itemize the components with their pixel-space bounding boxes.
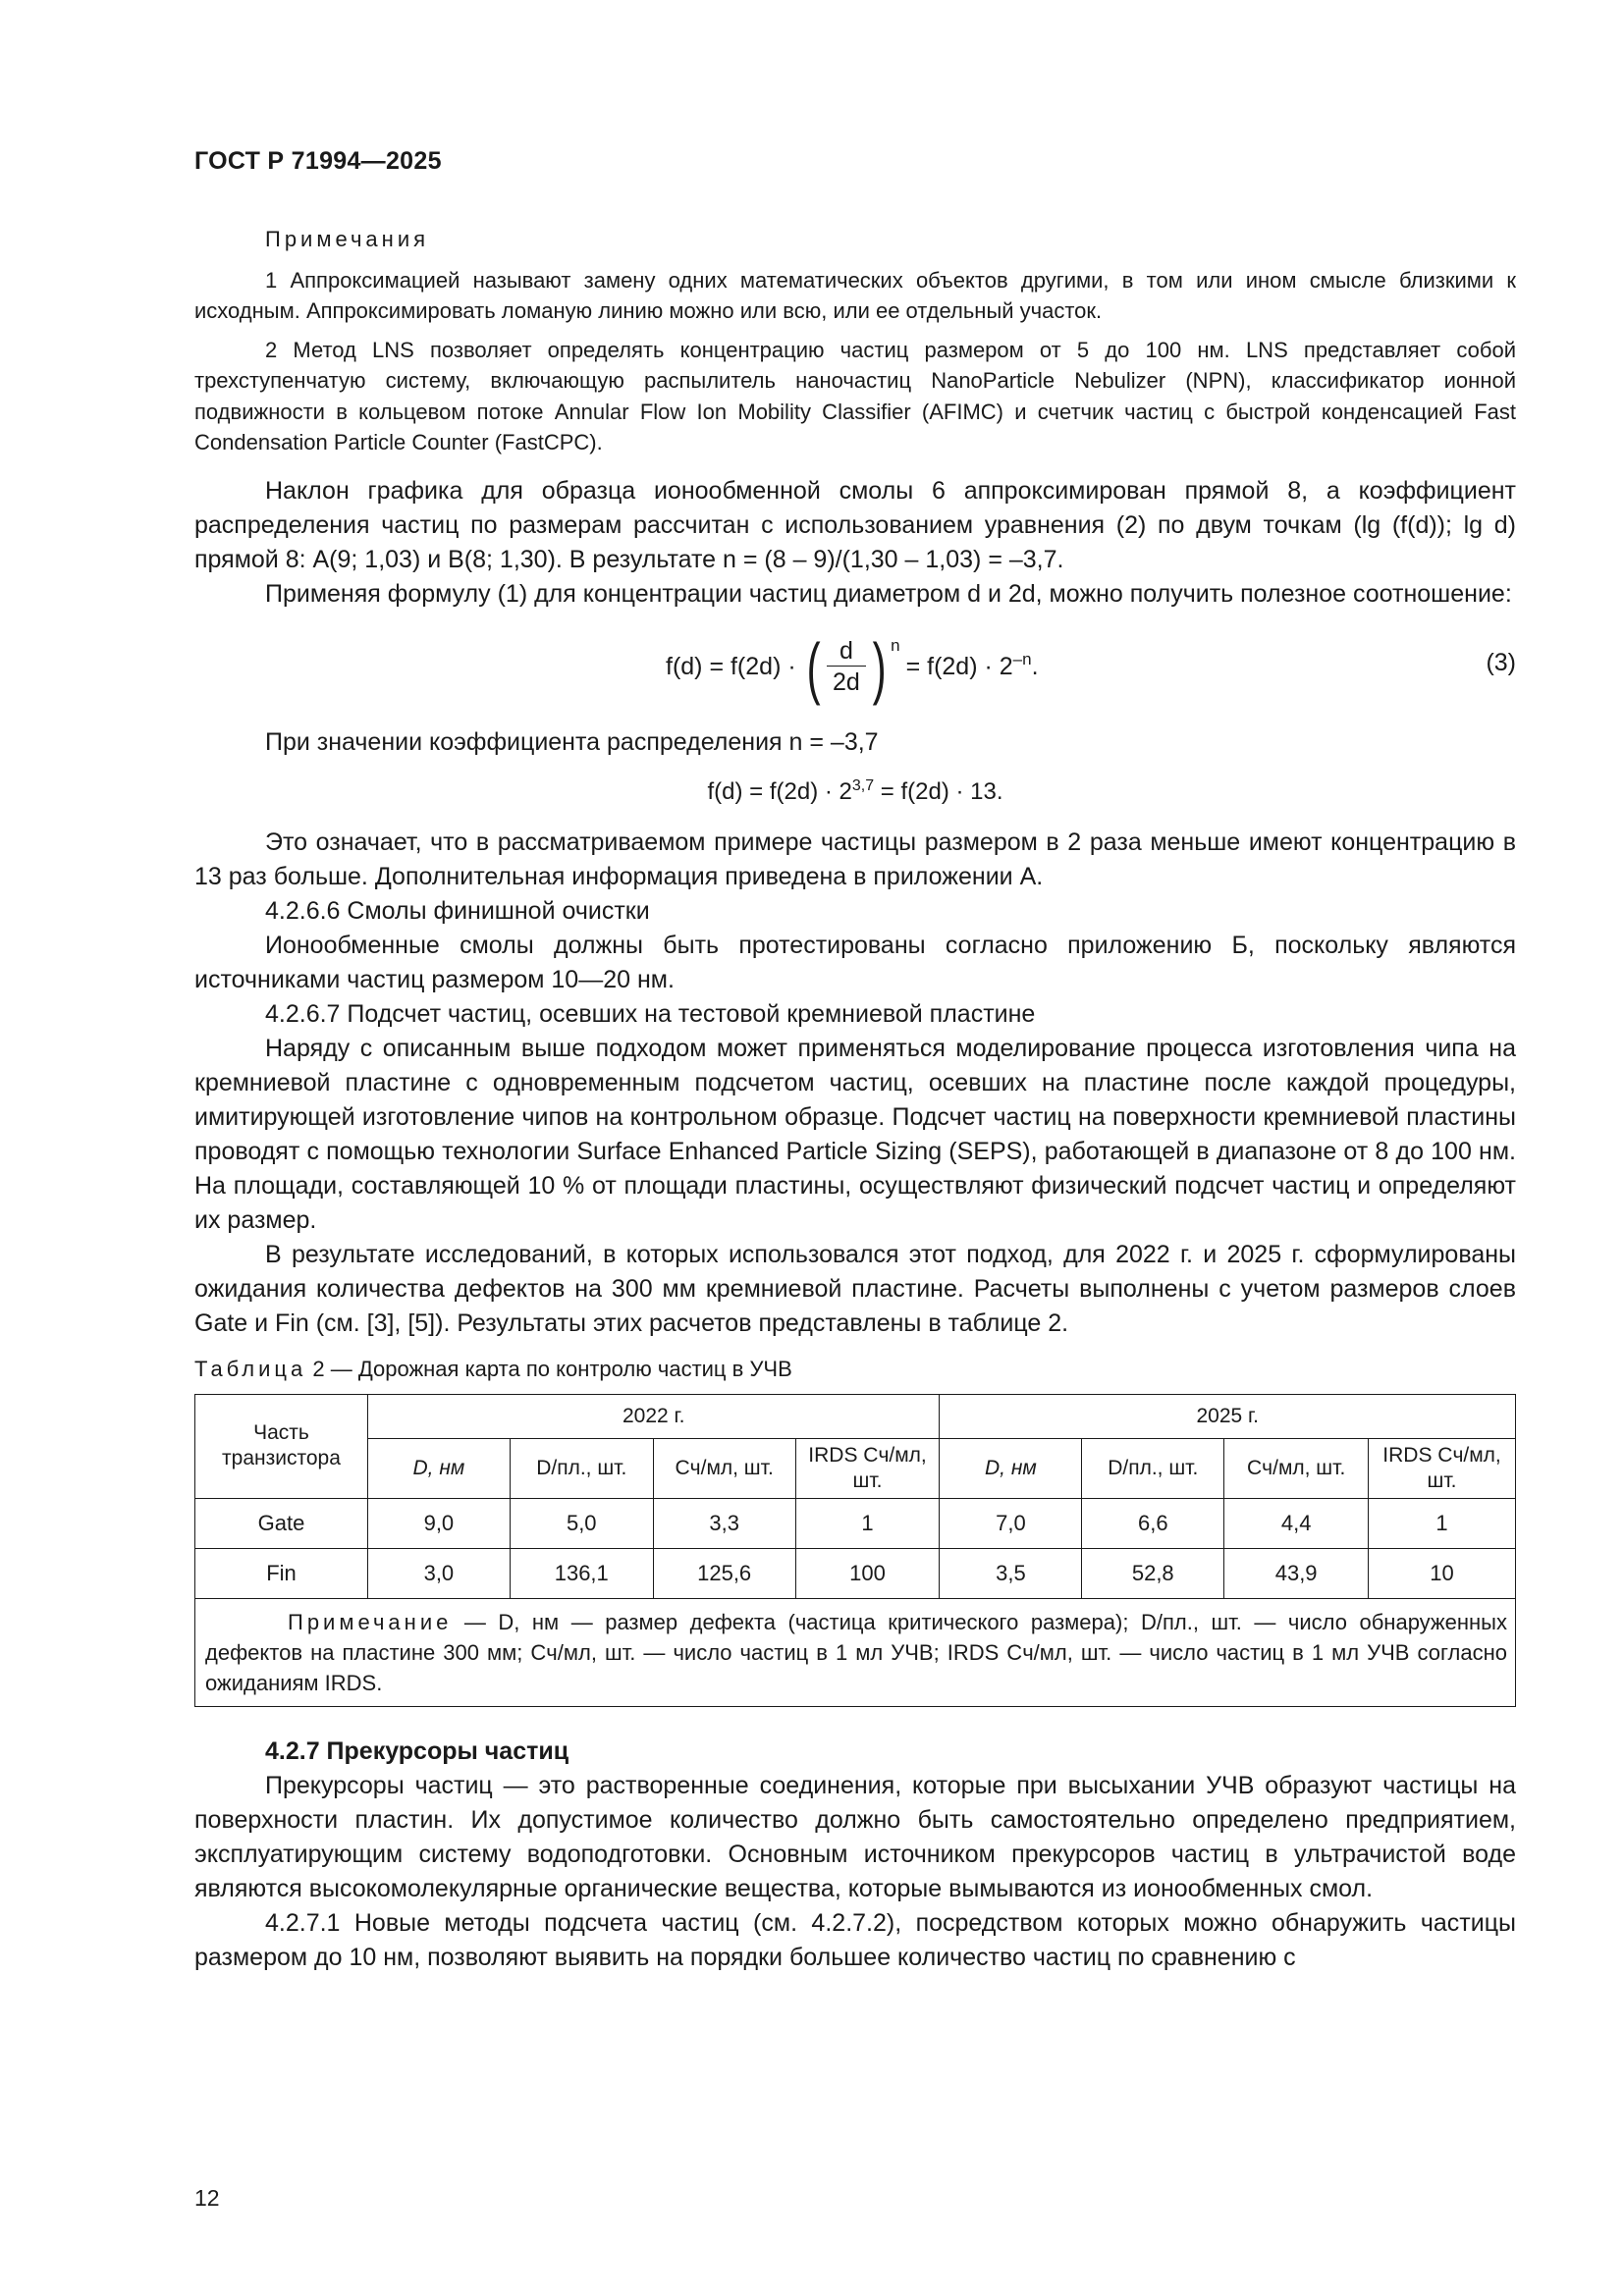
table-cell: 125,6 — [653, 1548, 795, 1598]
standard-code-header: ГОСТ Р 71994—2025 — [194, 147, 442, 175]
formula-3-rhs: = f(2d) · 2 — [905, 653, 1013, 680]
paragraph-resins: Ионообменные смолы должны быть протестированы согласно приложению Б, поскольку являются источниками частиц размером 10—20 нм. — [194, 931, 1516, 993]
page-number: 12 — [194, 2185, 220, 2211]
header-col: Cч/мл, шт. — [1224, 1438, 1369, 1498]
formula-3-number: (3) — [1486, 648, 1516, 676]
formula-3-denominator: 2d — [827, 666, 866, 698]
paragraph-slope: Наклон графика для образца ионообменной смолы 6 аппроксимирован прямой 8, а коэффициент распределения частиц по размерам рассчитан с использованием уравнения (2) по двум точкам (lg (f(d)); lg d) прямой 8: A(9; 1,03) и B(8; 1,30). В результате n = (8 – 9)/(1,30 – 1,03) = –3,7. — [194, 476, 1516, 573]
note-1: 1 Аппроксимацией называют замену одних математических объектов другими, в том или ином смысле близкими к исходным. Аппроксимировать ломаную линию можно или всю, или ее отдельный участок. — [194, 267, 1516, 323]
paragraph-seps: Наряду с описанным выше подходом может применяться моделирование процесса изготовления чипа на кремниевой пластине с одновременным подсчетом частиц, осевших на пластине после каждой процедуры, имитирующей изготовление чипов на контрольном образце. Подсчет частиц на поверхности кремниевой пластины проводят с помощью технологии Surface Enhanced Particle Sizing (SEPS), работающей в диапазоне от 8 до 100 нм. На площади, составляющей 10 % от площади пластины, осуществляют физический подсчет частиц и определяют их размер. — [194, 1034, 1516, 1234]
table-caption-word: Таблица — [194, 1356, 307, 1381]
table-cell: 9,0 — [367, 1498, 510, 1548]
header-col: IRDS Cч/мл, шт. — [1369, 1438, 1516, 1498]
table-cell: 3,3 — [653, 1498, 795, 1548]
table-caption-text: 2 — Дорожная карта по контролю частиц в УЧВ — [306, 1356, 792, 1381]
paragraph-results: В результате исследований, в которых использовался этот подход, для 2022 г. и 2025 г. сформулированы ожидания количества дефектов на 300 мм кремниевой пластине. Расчеты выполнены с учетом размеров слоев Gate и Fin (см. [3], [5]). Результаты этих расчетов представлены в таблице 2. — [194, 1240, 1516, 1337]
formula-4-right: = f(2d) · 13. — [874, 777, 1003, 805]
header-col: IRDS Cч/мл, шт. — [795, 1438, 940, 1498]
formula-3-end: . — [1031, 653, 1039, 680]
header-year-2025: 2025 г. — [940, 1394, 1516, 1438]
row-name: Fin — [195, 1548, 368, 1598]
formula-3-numerator: d — [839, 637, 853, 665]
formula-4 — [194, 777, 1516, 806]
table-cell: 4,4 — [1224, 1498, 1369, 1548]
table-cell: 5,0 — [510, 1498, 653, 1548]
table-cell: 10 — [1369, 1548, 1516, 1598]
table-cell: 7,0 — [940, 1498, 1082, 1548]
table-note-text: — D, нм — размер дефекта (частица критического размера); D/пл., шт. — число обнаруженных дефектов на пластине 300 мм; Cч/мл, шт. — число частиц в 1 мл УЧВ; IRDS Cч/мл, шт. — число частиц в 1 мл УЧВ согласно ожиданиям IRDS. — [205, 1609, 1507, 1695]
table-cell: 6,6 — [1082, 1498, 1224, 1548]
heading-4-2-6-7: 4.2.6.7 Подсчет частиц, осевших на тестовой кремниевой пластине — [265, 999, 1036, 1028]
table-note — [195, 1598, 1516, 1706]
heading-4-2-6-6: 4.2.6.6 Смолы финишной очистки — [265, 896, 650, 925]
table-note-row — [195, 1598, 1516, 1706]
row-name: Gate — [195, 1498, 368, 1548]
formula-3-rhs-exponent: –n — [1012, 649, 1032, 668]
paragraph-formula-intro: Применяя формулу (1) для концентрации частиц диаметром d и 2d, можно получить полезное соотношение: — [265, 579, 1512, 608]
paragraph-meaning: Это означает, что в рассматриваемом примере частицы размером в 2 раза меньше имеют концентрацию в 13 раз больше. Дополнительная информация приведена в приложении А. — [194, 828, 1516, 890]
header-col: D/пл., шт. — [510, 1438, 653, 1498]
paragraph-precursors: Прекурсоры частиц — это растворенные соединения, которые при высыхании УЧВ образуют частицы на поверхности пластин. Их допустимое количество должно быть самостоятельно определено предприятием, эксплуатирующим систему водоподготовки. Основным источником прекурсоров частиц в ультрачистой воде являются высокомолекулярные органические вещества, которые вымываются из ионообменных смол. — [194, 1771, 1516, 1902]
formula-3-lhs: f(d) = f(2d) · — [666, 653, 796, 680]
table-cell: 3,0 — [367, 1548, 510, 1598]
notes-title: Примечания — [265, 227, 430, 251]
roadmap-table — [194, 1394, 1516, 1707]
formula-3-fraction — [827, 636, 866, 698]
header-part: Часть транзистора — [195, 1394, 368, 1498]
table-row — [195, 1498, 1516, 1548]
paragraph-coefficient: При значении коэффициента распределения n = –3,7 — [265, 727, 879, 756]
table-cell: 3,5 — [940, 1548, 1082, 1598]
table-note-word: Примечание — [288, 1609, 453, 1634]
header-col: D, нм — [367, 1438, 510, 1498]
table-row — [195, 1548, 1516, 1598]
page-content — [194, 224, 1516, 1975]
formula-4-exponent: 3,7 — [851, 776, 875, 794]
table-caption — [194, 1357, 1516, 1382]
note-2: 2 Метод LNS позволяет определять концентрацию частиц размером от 5 до 100 нм. LNS представляет собой трехступенчатую систему, включающую распылитель наночастиц NanoParticle Nebulizer (NPN), классификатор ионной подвижности в кольцевом потоке Annular Flow Ion Mobility Classifier (AFIMC) и счетчик частиц с быстрой конденсацией Fast Condensation Particle Counter (FastCPC). — [194, 337, 1516, 454]
table-cell: 52,8 — [1082, 1548, 1224, 1598]
formula-3: f(d) = f(2d) · ( $\frac{d}{2d}$ ) $^n$ = f(2d) · 2 $^{-n}$ . (3) — [666, 628, 1516, 706]
paragraph-4-2-7-1: 4.2.7.1 Новые методы подсчета частиц (см. 4.2.7.2), посредством которых можно обнаружить частицы размером до 10 нм, позволяют выявить на порядки большее количество частиц по сравнению с — [194, 1908, 1516, 1971]
table-cell: 43,9 — [1224, 1548, 1369, 1598]
table-cell: 136,1 — [510, 1548, 653, 1598]
formula-3-exponent: n — [891, 635, 900, 655]
table-cell: 1 — [1369, 1498, 1516, 1548]
table-cell: 100 — [795, 1548, 940, 1598]
table-header-years — [195, 1394, 1516, 1438]
table-header-columns — [195, 1438, 1516, 1498]
heading-4-2-7: 4.2.7 Прекурсоры частиц — [265, 1736, 569, 1765]
table-cell: 1 — [795, 1498, 940, 1548]
header-col: D/пл., шт. — [1082, 1438, 1224, 1498]
header-col: Cч/мл, шт. — [653, 1438, 795, 1498]
formula-4-left: f(d) = f(2d) · 2 — [707, 777, 852, 805]
header-year-2022: 2022 г. — [367, 1394, 940, 1438]
header-col: D, нм — [940, 1438, 1082, 1498]
